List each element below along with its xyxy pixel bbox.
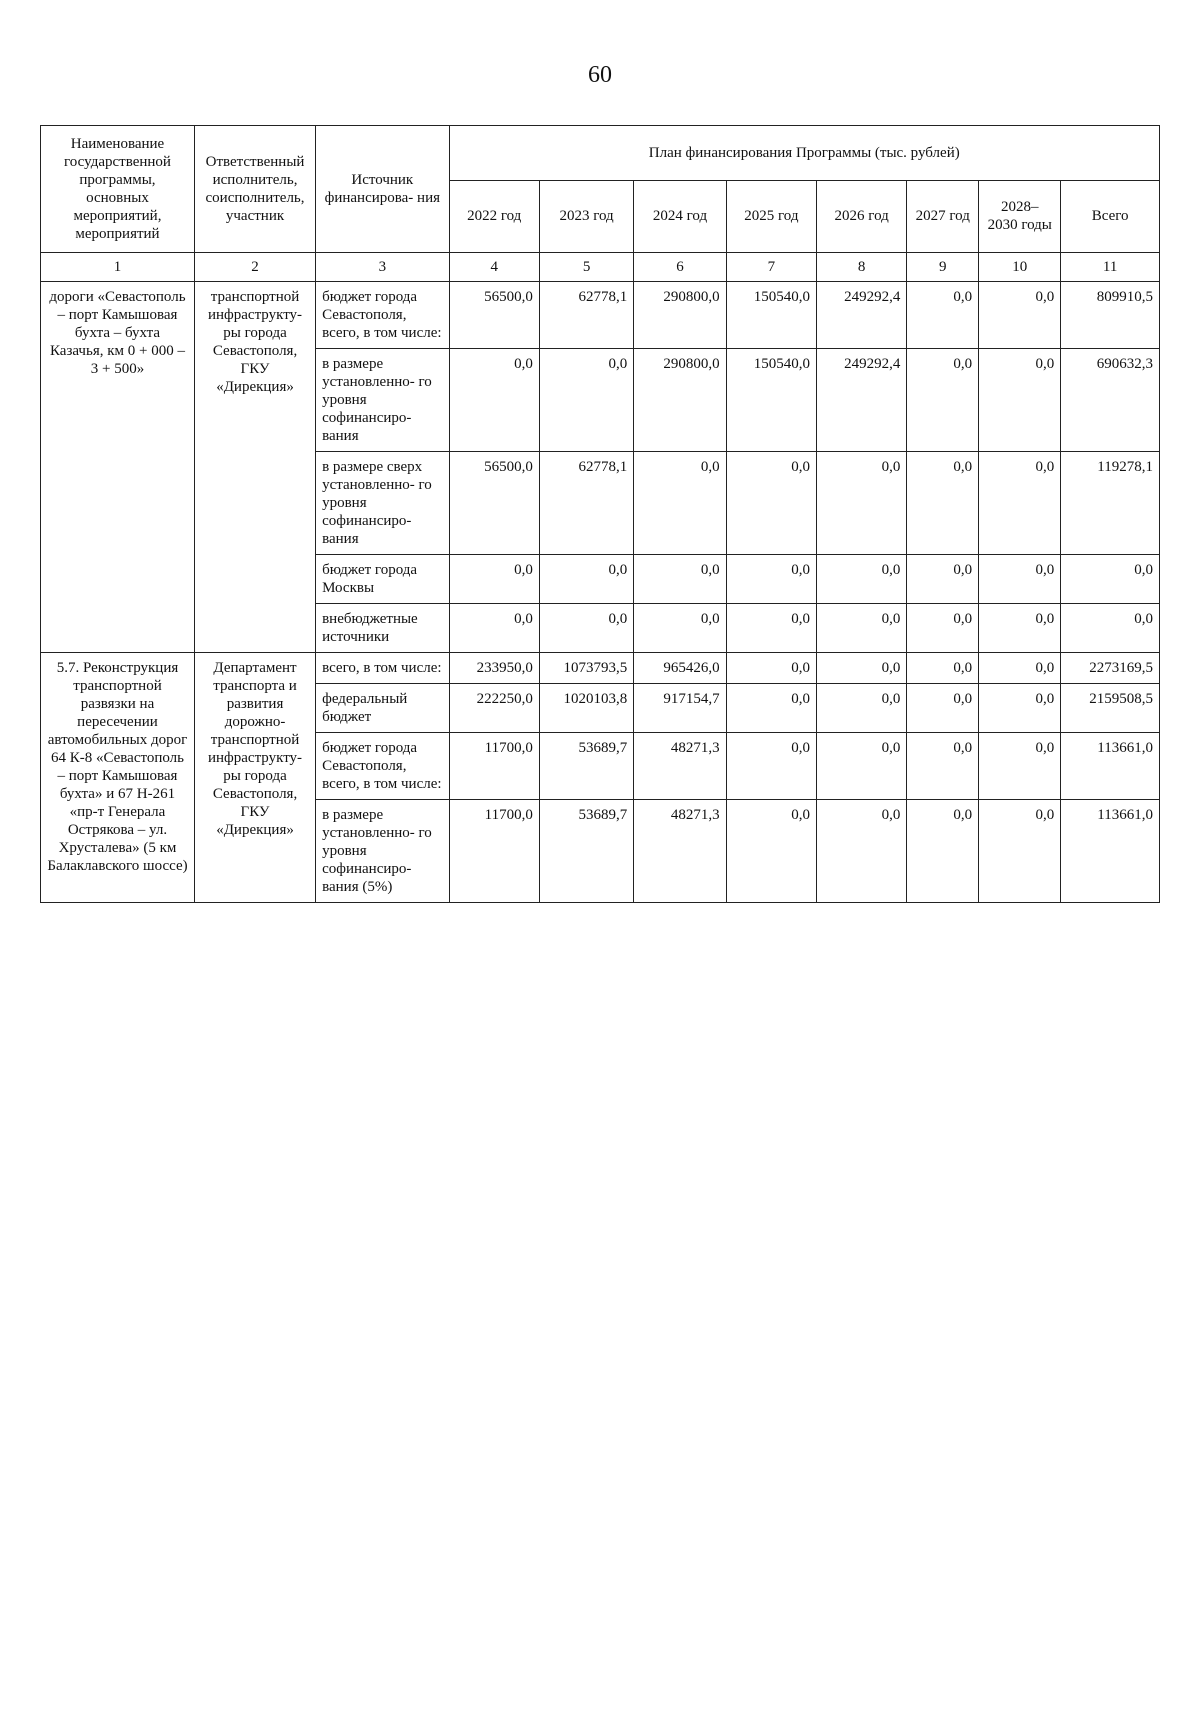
value-2026: 0,0 bbox=[817, 800, 907, 903]
value-2025: 0,0 bbox=[726, 452, 816, 555]
value-2024: 290800,0 bbox=[634, 282, 726, 349]
funding-source: всего, в том числе: bbox=[316, 653, 449, 684]
value-2028-2030: 0,0 bbox=[979, 800, 1061, 903]
responsible-executor: Департамент транспорта и развития дорожно- транспортной инфраструкту- ры города Севастополя, ГКУ «Дирекция» bbox=[194, 653, 315, 903]
value-2027: 0,0 bbox=[907, 282, 979, 349]
funding-source: в размере установленно- го уровня софинансиро- вания (5%) bbox=[316, 800, 449, 903]
value-2026: 249292,4 bbox=[817, 282, 907, 349]
funding-source: внебюджетные источники bbox=[316, 604, 449, 653]
measure-name: дороги «Севастополь – порт Камышовая бухта – бухта Казачья, км 0 + 000 – 3 + 500» bbox=[41, 282, 195, 653]
header-source: Источник финансирова- ния bbox=[316, 126, 449, 253]
column-number: 8 bbox=[817, 253, 907, 282]
value-2022: 11700,0 bbox=[449, 733, 539, 800]
value-2022: 0,0 bbox=[449, 349, 539, 452]
value-2028-2030: 0,0 bbox=[979, 653, 1061, 684]
value-2023: 0,0 bbox=[539, 555, 633, 604]
value-2024: 48271,3 bbox=[634, 733, 726, 800]
value-total: 0,0 bbox=[1061, 604, 1160, 653]
header-year: 2027 год bbox=[907, 180, 979, 252]
funding-source: бюджет города Москвы bbox=[316, 555, 449, 604]
value-2025: 0,0 bbox=[726, 555, 816, 604]
table-row bbox=[41, 282, 1160, 349]
value-2028-2030: 0,0 bbox=[979, 282, 1061, 349]
header-year: 2024 год bbox=[634, 180, 726, 252]
value-2028-2030: 0,0 bbox=[979, 452, 1061, 555]
header-row-1 bbox=[41, 126, 1160, 181]
column-number: 11 bbox=[1061, 253, 1160, 282]
value-2022: 222250,0 bbox=[449, 684, 539, 733]
value-2027: 0,0 bbox=[907, 349, 979, 452]
column-number: 10 bbox=[979, 253, 1061, 282]
value-2026: 0,0 bbox=[817, 653, 907, 684]
value-2027: 0,0 bbox=[907, 452, 979, 555]
value-2025: 150540,0 bbox=[726, 349, 816, 452]
value-2023: 53689,7 bbox=[539, 800, 633, 903]
header-name: Наименование государственной программы, основных мероприятий, мероприятий bbox=[41, 126, 195, 253]
value-2022: 11700,0 bbox=[449, 800, 539, 903]
value-2028-2030: 0,0 bbox=[979, 684, 1061, 733]
value-total: 2159508,5 bbox=[1061, 684, 1160, 733]
value-total: 690632,3 bbox=[1061, 349, 1160, 452]
value-2026: 0,0 bbox=[817, 684, 907, 733]
column-number: 7 bbox=[726, 253, 816, 282]
value-total: 2273169,5 bbox=[1061, 653, 1160, 684]
value-2022: 0,0 bbox=[449, 604, 539, 653]
value-2023: 0,0 bbox=[539, 604, 633, 653]
column-numbers-row bbox=[41, 253, 1160, 282]
value-2025: 0,0 bbox=[726, 800, 816, 903]
value-total: 113661,0 bbox=[1061, 733, 1160, 800]
responsible-executor: транспортной инфраструкту- ры города Севастополя, ГКУ «Дирекция» bbox=[194, 282, 315, 653]
value-2027: 0,0 bbox=[907, 604, 979, 653]
column-number: 1 bbox=[41, 253, 195, 282]
value-2024: 0,0 bbox=[634, 604, 726, 653]
header-year: 2028– 2030 годы bbox=[979, 180, 1061, 252]
value-2023: 1073793,5 bbox=[539, 653, 633, 684]
value-2022: 56500,0 bbox=[449, 282, 539, 349]
value-2028-2030: 0,0 bbox=[979, 555, 1061, 604]
value-2024: 0,0 bbox=[634, 452, 726, 555]
value-2022: 56500,0 bbox=[449, 452, 539, 555]
value-2023: 53689,7 bbox=[539, 733, 633, 800]
value-2025: 0,0 bbox=[726, 604, 816, 653]
column-number: 5 bbox=[539, 253, 633, 282]
table-row bbox=[41, 653, 1160, 684]
funding-source: в размере установленно- го уровня софинансиро- вания bbox=[316, 349, 449, 452]
value-2023: 62778,1 bbox=[539, 452, 633, 555]
header-responsible: Ответственный исполнитель, соисполнитель, участник bbox=[194, 126, 315, 253]
value-2023: 1020103,8 bbox=[539, 684, 633, 733]
measure-name: 5.7. Реконструкция транспортной развязки на пересечении автомобильных дорог 64 К-8 «Севастополь – порт Камышовая бухта» и 67 Н-261 «пр-т Генерала Острякова – ул. Хрусталева» (5 км Балаклавского шоссе) bbox=[41, 653, 195, 903]
value-2027: 0,0 bbox=[907, 684, 979, 733]
value-2024: 290800,0 bbox=[634, 349, 726, 452]
value-2025: 0,0 bbox=[726, 684, 816, 733]
value-2026: 0,0 bbox=[817, 555, 907, 604]
page-number: 60 bbox=[588, 62, 612, 88]
value-2027: 0,0 bbox=[907, 653, 979, 684]
column-number: 9 bbox=[907, 253, 979, 282]
column-number: 4 bbox=[449, 253, 539, 282]
value-total: 119278,1 bbox=[1061, 452, 1160, 555]
header-total: Всего bbox=[1061, 180, 1160, 252]
value-2022: 233950,0 bbox=[449, 653, 539, 684]
value-2025: 150540,0 bbox=[726, 282, 816, 349]
value-total: 0,0 bbox=[1061, 555, 1160, 604]
value-2024: 965426,0 bbox=[634, 653, 726, 684]
header-year: 2023 год bbox=[539, 180, 633, 252]
value-2024: 0,0 bbox=[634, 555, 726, 604]
value-2025: 0,0 bbox=[726, 733, 816, 800]
value-2024: 48271,3 bbox=[634, 800, 726, 903]
column-number: 3 bbox=[316, 253, 449, 282]
value-2026: 0,0 bbox=[817, 733, 907, 800]
header-year: 2022 год bbox=[449, 180, 539, 252]
value-2026: 249292,4 bbox=[817, 349, 907, 452]
funding-source: федеральный бюджет bbox=[316, 684, 449, 733]
value-2028-2030: 0,0 bbox=[979, 604, 1061, 653]
column-number: 2 bbox=[194, 253, 315, 282]
financing-table-wrapper bbox=[40, 125, 1160, 903]
value-2027: 0,0 bbox=[907, 800, 979, 903]
header-year: 2025 год bbox=[726, 180, 816, 252]
funding-source: бюджет города Севастополя, всего, в том числе: bbox=[316, 733, 449, 800]
value-2026: 0,0 bbox=[817, 604, 907, 653]
value-2023: 62778,1 bbox=[539, 282, 633, 349]
column-number: 6 bbox=[634, 253, 726, 282]
value-2028-2030: 0,0 bbox=[979, 349, 1061, 452]
funding-source: бюджет города Севастополя, всего, в том числе: bbox=[316, 282, 449, 349]
funding-source: в размере сверх установленно- го уровня софинансиро- вания bbox=[316, 452, 449, 555]
value-2024: 917154,7 bbox=[634, 684, 726, 733]
header-plan: План финансирования Программы (тыс. рублей) bbox=[449, 126, 1159, 181]
financing-table bbox=[40, 125, 1160, 903]
value-2027: 0,0 bbox=[907, 555, 979, 604]
value-2027: 0,0 bbox=[907, 733, 979, 800]
value-2028-2030: 0,0 bbox=[979, 733, 1061, 800]
value-2022: 0,0 bbox=[449, 555, 539, 604]
value-total: 113661,0 bbox=[1061, 800, 1160, 903]
value-total: 809910,5 bbox=[1061, 282, 1160, 349]
value-2025: 0,0 bbox=[726, 653, 816, 684]
value-2023: 0,0 bbox=[539, 349, 633, 452]
header-year: 2026 год bbox=[817, 180, 907, 252]
value-2026: 0,0 bbox=[817, 452, 907, 555]
